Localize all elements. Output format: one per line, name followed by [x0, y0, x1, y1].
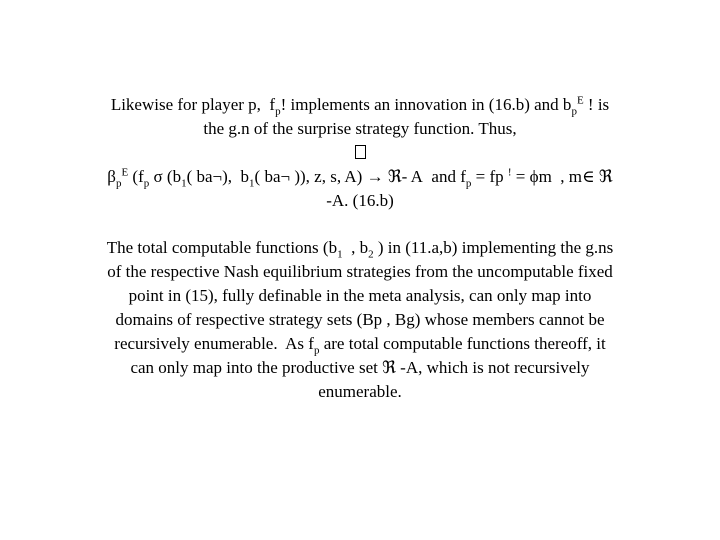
text-line: Likewise for player p, $f_p$! implements an innovation in (16.b) and $b_p^E$ ! is	[110, 94, 610, 118]
paragraph-innovation	[50, 93, 670, 213]
text-line: can only map into the productive set ℜ -A, which is not recursively	[130, 358, 590, 377]
missing-glyph-icon	[355, 145, 366, 159]
text-line: point in (15), fully definable in the meta analysis, can only map into	[128, 286, 592, 305]
text-line: recursively enumerable. As $f_p$ are total computable functions thereoff, it	[114, 334, 606, 357]
text-line: -A. (16.b)	[326, 191, 394, 210]
text-line: enumerable.	[318, 382, 402, 401]
paragraph-computable-functions	[50, 236, 670, 404]
text-line: of the respective Nash equilibrium strategies from the uncomputable fixed	[107, 262, 613, 281]
text-line: The total computable functions ($b_1$ , $b_2$ ) in (11.a,b) implementing the g.ns	[106, 238, 614, 261]
text-line: the g.n of the surprise strategy function. Thus,	[203, 119, 517, 138]
formula-line: $\beta_p^E$ ($f_p$ σ ($b_1$( ba¬), $b_1$( ba¬ )), z, s, A) → ℜ- A and $f_p$ = fp ! = ϕm , m∈ ℜ	[107, 166, 613, 190]
text-line: domains of respective strategy sets (Bp , Bg) whose members cannot be	[115, 310, 605, 329]
text-line	[50, 141, 670, 165]
